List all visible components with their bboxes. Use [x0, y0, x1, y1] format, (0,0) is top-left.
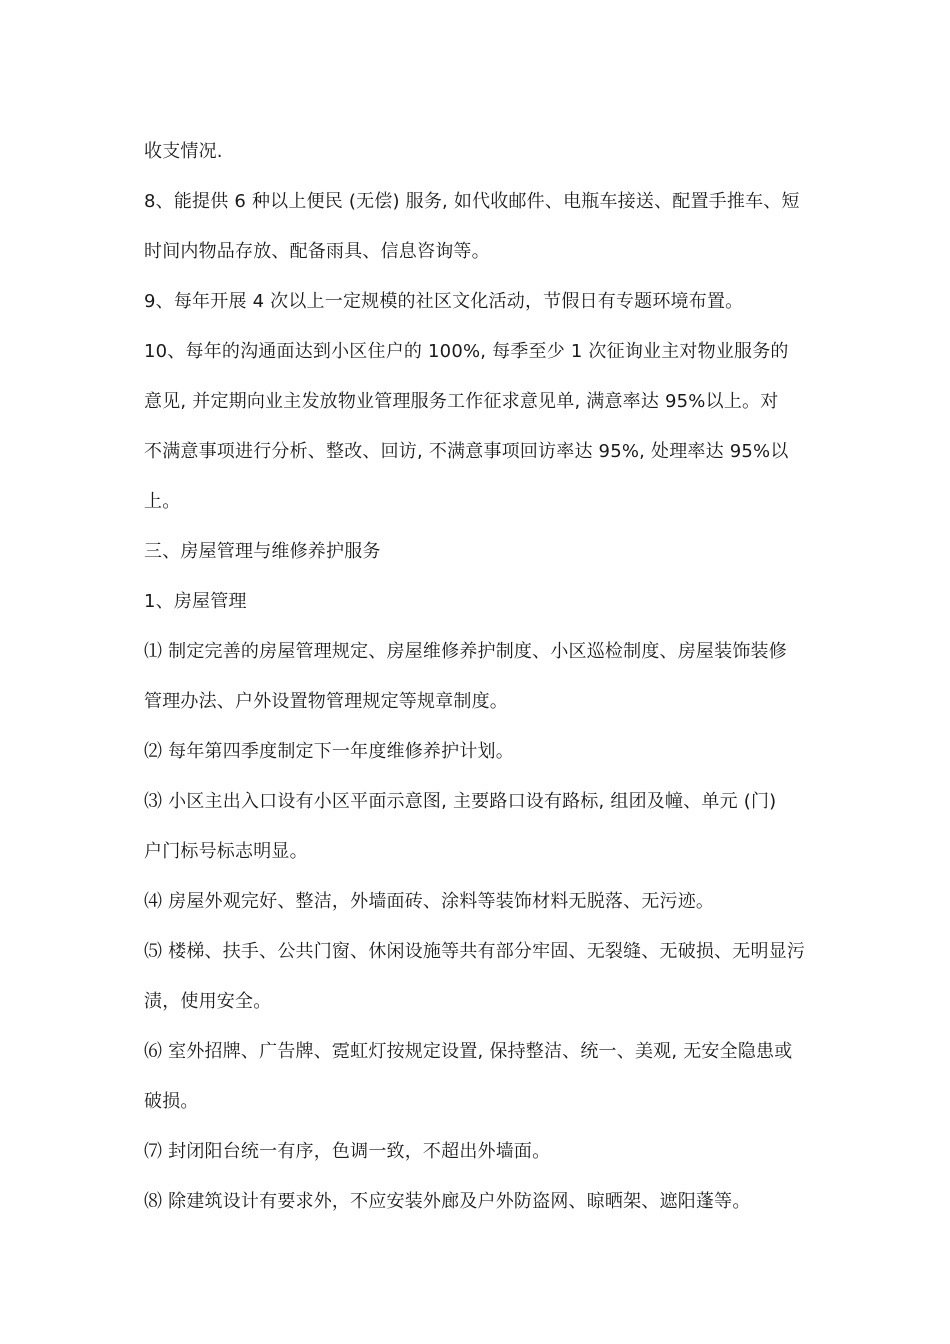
text-line: 时间内物品存放、配备雨具、信息咨询等。 [144, 241, 490, 262]
text-line: ⑹ 室外招牌、广告牌、霓虹灯按规定设置, 保持整洁、统一、美观, 无安全隐患或 [144, 1041, 793, 1062]
subsection-heading: 1、房屋管理 [144, 591, 247, 612]
text-line: ⑺ 封闭阳台统一有序，色调一致，不超出外墙面。 [144, 1141, 551, 1162]
text-line: ⑸ 楼梯、扶手、公共门窗、休闲设施等共有部分牢固、无裂缝、无破损、无明显污 [144, 941, 806, 962]
text-line: ⑶ 小区主出入口设有小区平面示意图, 主要路口设有路标, 组团及幢、单元 (门) [144, 791, 777, 812]
text-line: ⑵ 每年第四季度制定下一年度维修养护计划。 [144, 741, 514, 762]
text-line: 渍，使用安全。 [144, 991, 272, 1012]
text-line: ⑻ 除建筑设计有要求外，不应安装外廊及户外防盗网、晾晒架、遮阳蓬等。 [144, 1191, 751, 1212]
text-line: 上。 [144, 491, 181, 512]
text-line: 不满意事项进行分析、整改、回访, 不满意事项回访率达 95%, 处理率达 95%以 [144, 441, 789, 462]
text-line: 管理办法、户外设置物管理规定等规章制度。 [144, 691, 508, 712]
text-line: 10、每年的沟通面达到小区住户的 100%, 每季至少 1 次征询业主对物业服务的 [144, 341, 789, 362]
text-line: 9、每年开展 4 次以上一定规模的社区文化活动，节假日有专题环境布置。 [144, 291, 744, 312]
text-line: 破损。 [144, 1091, 199, 1112]
text-line: 意见, 并定期向业主发放物业管理服务工作征求意见单, 满意率达 95%以上。对 [144, 391, 779, 412]
text-line: 收支情况. [144, 141, 223, 162]
text-line: ⑷ 房屋外观完好、整洁，外墙面砖、涂料等装饰材料无脱落、无污迹。 [144, 891, 715, 912]
text-line: ⑴ 制定完善的房屋管理规定、房屋维修养护制度、小区巡检制度、房屋装饰装修 [144, 641, 787, 662]
section-heading: 三、房屋管理与维修养护服务 [144, 541, 381, 562]
text-line: 户门标号标志明显。 [144, 841, 308, 862]
text-line: 8、能提供 6 种以上便民 (无偿) 服务, 如代收邮件、电瓶车接送、配置手推车、短 [144, 191, 800, 212]
